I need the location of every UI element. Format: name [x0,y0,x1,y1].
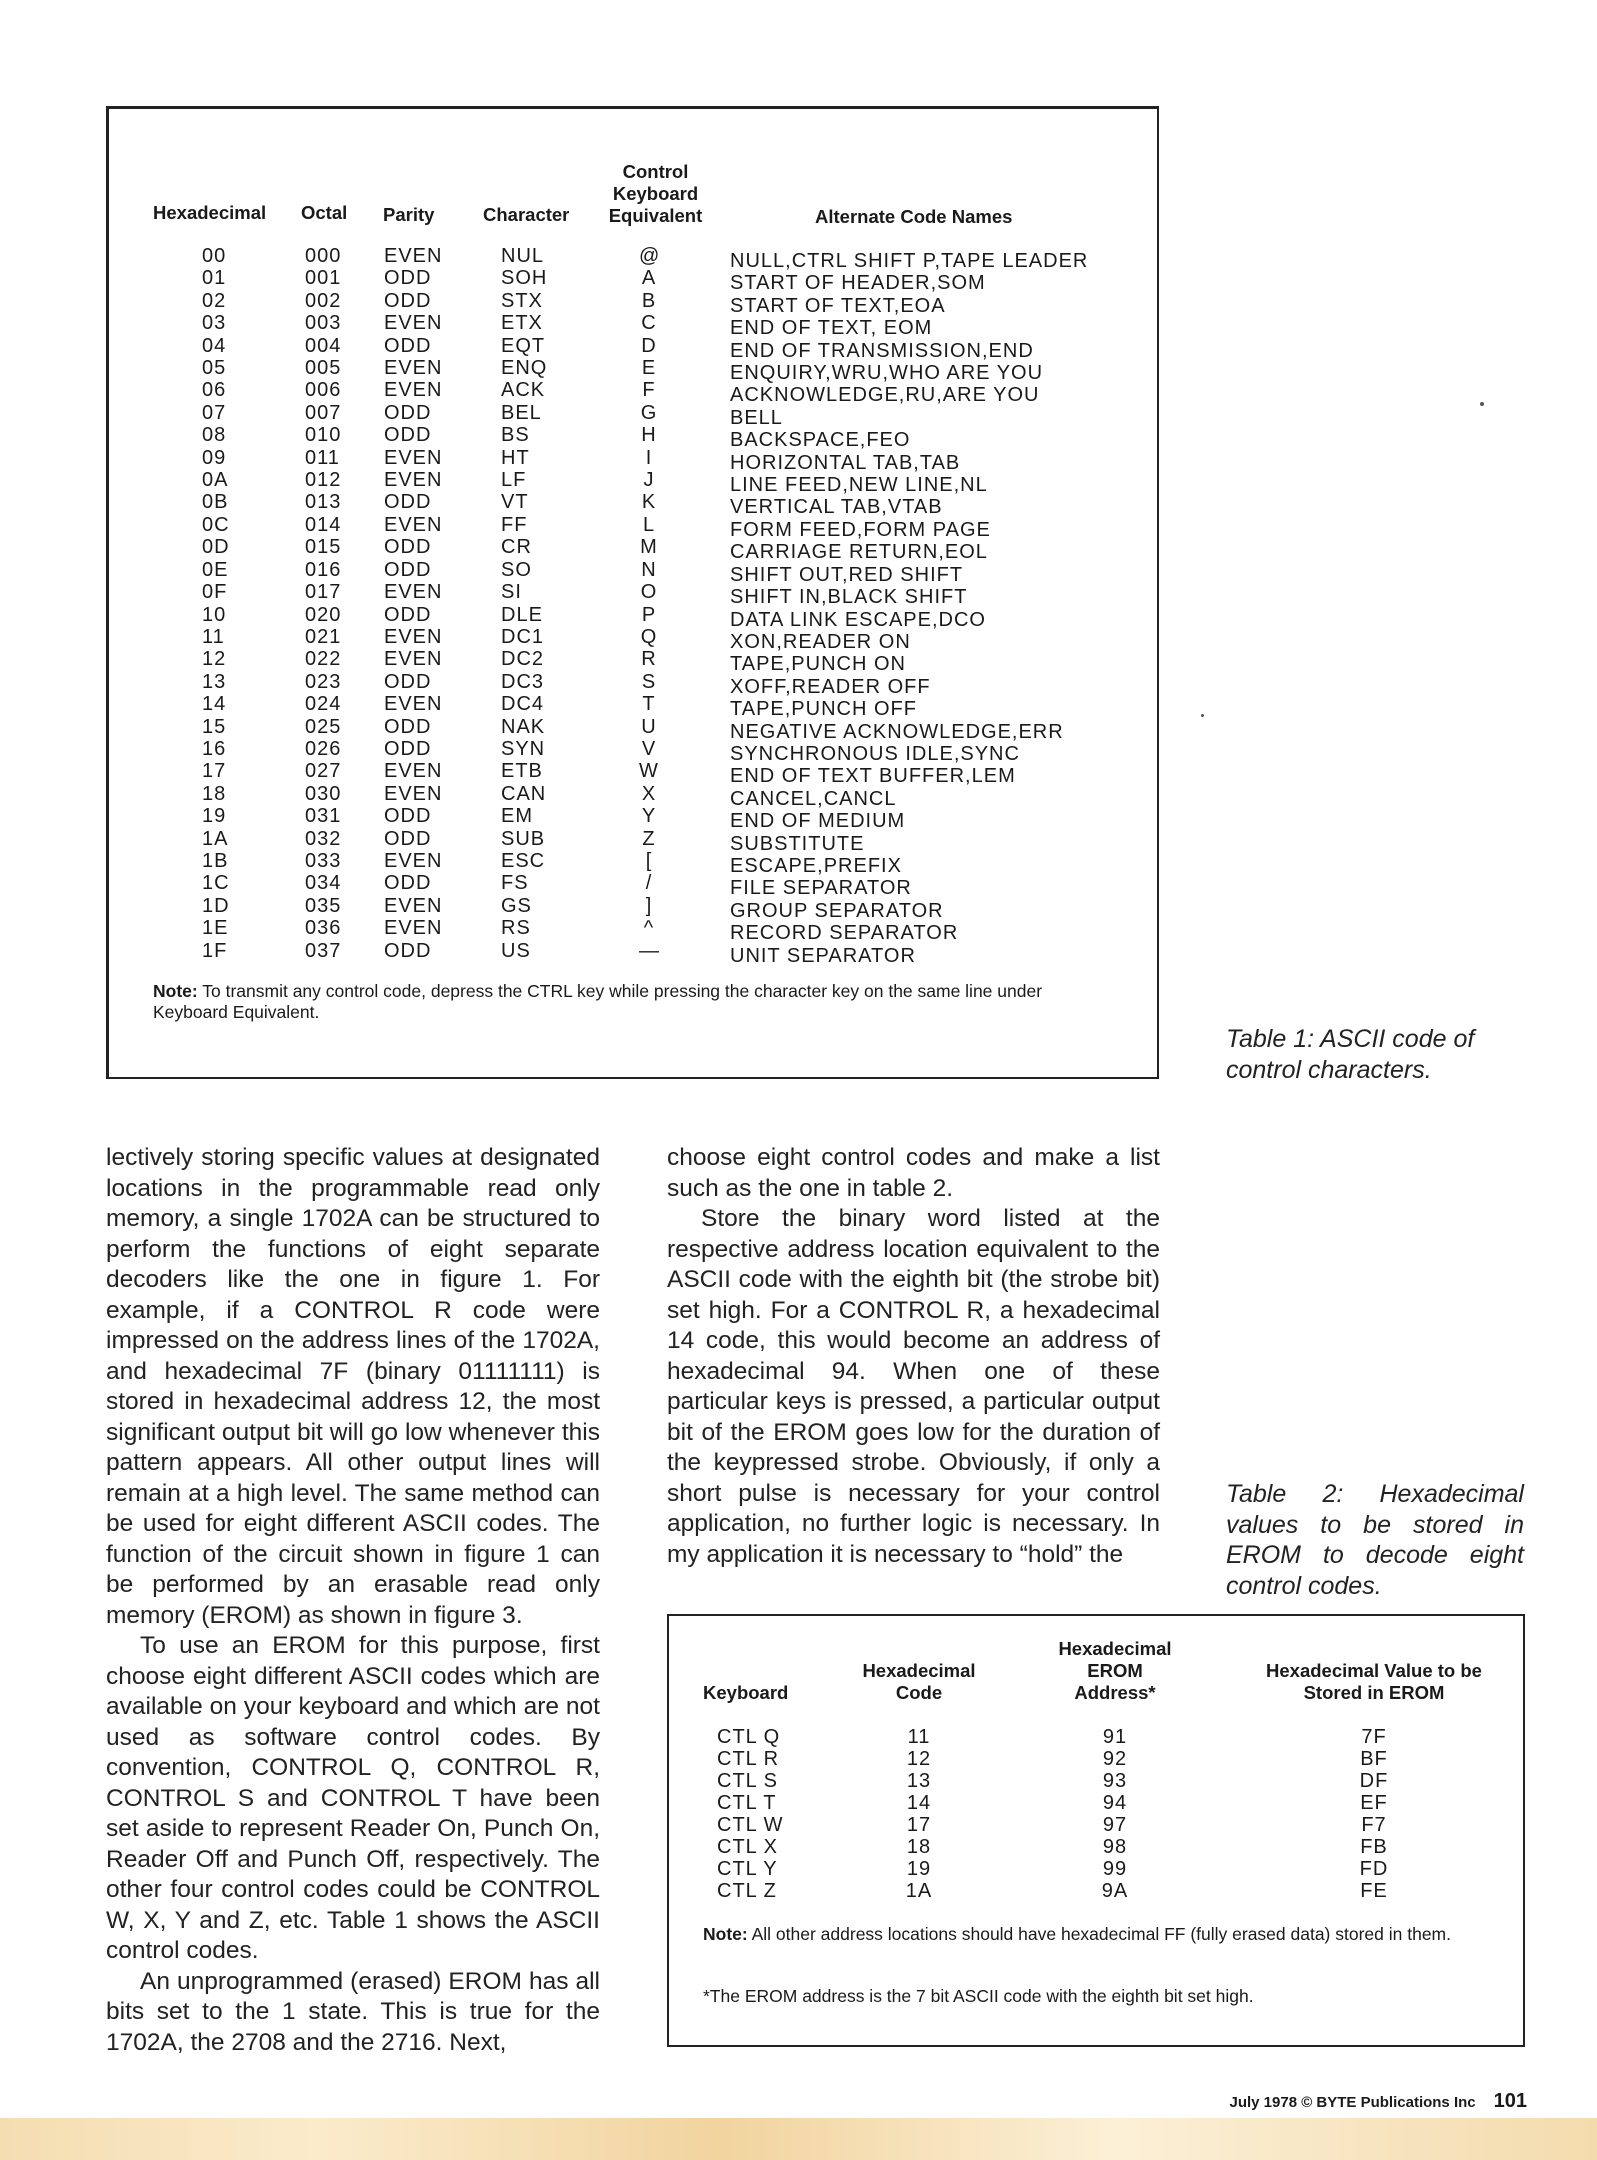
note-label: Note: [153,981,198,1001]
column-parity: EVEN ODD ODD EVEN ODD EVEN EVEN ODD ODD EVEN EVEN ODD EVEN ODD ODD EVEN ODD EVEN EVEN ODD EVEN ODD ODD EVEN EVEN ODD ODD EVEN ODD EVEN EVEN ODD [384,245,443,962]
header-value-to-store: Hexadecimal Value to be Stored in EROM [1266,1660,1482,1703]
paper-edge-stain [0,2118,1597,2160]
paragraph: Store the binary word listed at the respective address location equivalent to the ASCII code with the eighth bit (the strobe bit) set high. For a CONTROL R, a hexadecimal 14 code, this would become an address of hexadecimal 94. When one of these particular keys is pressed, a particular output bit of the EROM goes low for the duration of the keypressed strobe. Obviously, if only a short pulse is necessary for your control application, no further logic is necessary. In my application it is necessary to “hold” the [667,1205,1160,1568]
table-2 [667,1614,1525,2047]
header-hexadecimal-code: Hexadecimal Code [862,1660,976,1703]
table-1-caption: Table 1: ASCII code of control characters. [1226,1025,1475,1084]
column-hexadecimal-code: 11 12 13 14 17 18 19 1A [905,1726,933,1902]
column-character: NUL SOH STX ETX EQT ENQ ACK BEL BS HT LF VT FF CR SO SI DLE DC1 DC2 DC3 DC4 NAK SYN ETB CAN EM SUB ESC FS GS RS US [501,245,548,962]
table-2-caption [1226,1479,1524,1601]
column-hexadecimal: 00 01 02 03 04 05 06 07 08 09 0A 0B 0C 0D 0E 0F 10 11 12 13 14 15 16 17 18 19 1A 1B 1C 1D 1E 1F [202,245,230,962]
page-number: 101 [1493,2090,1527,2112]
table-2-caption-last-line: control codes. [1226,1571,1382,1600]
paragraph: An unprogrammed (erased) EROM has all bits set to the 1 state. This is true for the 1702A, the 2708 and the 2716. Next, [106,1967,600,2056]
page-footer [1229,2090,1527,2113]
header-parity: Parity [383,204,435,225]
header-erom-address: Hexadecimal EROM Address* [1058,1638,1172,1703]
column-octal: 000 001 002 003 004 005 006 007 010 011 012 013 014 015 016 017 020 021 022 023 024 025 026 027 030 031 032 033 034 035 036 037 [305,245,342,962]
header-alternate-code-names: Alternate Code Names [815,206,1013,227]
column-alternate-code-names: NULL,CTRL SHIFT P,TAPE LEADER START OF HEADER,SOM START OF TEXT,EOA END OF TEXT, EOM END OF TRANSMISSION,END ENQUIRY,WRU,WHO ARE YOU ACKNOWLEDGE,RU,ARE YOU BELL BACKSPACE,FEO HORIZONTAL TAB,TAB LINE FEED,NEW LINE,NL VERTICAL TAB,VTAB FORM FEED,FORM PAGE CARRIAGE RETURN,EOL SHIFT OUT,RED SHIFT SHIFT IN,BLACK SHIFT DATA LINK ESCAPE,DCO XON,READER ON TAPE,PUNCH ON XOFF,READER OFF TAPE,PUNCH OFF NEGATIVE ACKNOWLEDGE,ERR SYNCHRONOUS IDLE,SYNC END OF TEXT BUFFER,LEM CANCEL,CANCL END OF MEDIUM SUBSTITUTE ESCAPE,PREFIX FILE SEPARATOR GROUP SEPARATOR RECORD SEPARATOR UNIT SEPARATOR [730,250,1089,967]
paragraph: lectively storing specific values at designated locations in the programmable read only memory, a single 1702A can be structured to perform the functions of eight separate decoders like the one in figure 1. For example, if a CONTROL R code were impressed on the address lines of the 1702A, and hexadecimal 7F (binary 01111111) is stored in hexadecimal address 12, the most significant output bit will go low whenever this pattern appears. All other output lines will remain at a high level. The same method can be used for eight different ASCII codes. The function of the circuit shown in figure 1 can be performed by an erasable read only memory (EROM) as shown in figure 3. [106,1144,600,1629]
column-keyboard: CTL Q CTL R CTL S CTL T CTL W CTL X CTL Y CTL Z [717,1726,784,1902]
note-text: All other address locations should have hexadecimal FF (fully erased data) stored in them. [747,1924,1451,1944]
paragraph: choose eight control codes and make a list such as the one in table 2. [667,1144,1160,1202]
header-hexadecimal: Hexadecimal [153,202,267,223]
table-1-note [153,981,1073,1023]
speck [1480,402,1484,406]
column-erom-address: 91 92 93 94 97 98 99 9A [1101,1726,1129,1902]
table-1 [106,106,1159,1079]
header-keyboard: Keyboard [703,1682,789,1703]
speck [1201,714,1204,717]
header-character: Character [483,204,570,225]
header-control-keyboard: Control Keyboard Equivalent [608,161,703,226]
footer-credit: July 1978 © BYTE Publications Inc [1229,2094,1476,2111]
article-column-2 [667,1143,1160,1570]
table-2-caption-body: Table 2: Hexadecimal values to be stored in EROM to decode eight [1226,1480,1524,1569]
paragraph: To use an EROM for this purpose, first choose eight different ASCII codes which are available on your keyboard and which are not used as software control codes. By convention, CONTROL Q, CONTROL R, CONTROL S and CONTROL T have been set aside to represent Reader On, Punch On, Reader Off and Punch Off, respectively. The other four control codes could be CONTROL W, X, Y and Z, etc. Table 1 shows the ASCII control codes. [106,1632,600,1964]
column-keyboard-equivalent: @ A B C D E F G H I J K L M N O P Q R S T U V W X Y Z [ / ] ^ — [639,245,661,962]
table-2-note [703,1924,1493,1945]
header-octal: Octal [301,202,348,223]
note-text: To transmit any control code, depress the CTRL key while pressing the character key on the same line under Keyboard Equivalent. [153,981,1043,1022]
article-column-1 [106,1143,600,2058]
note-label: Note: [703,1924,748,1944]
column-value-to-store: 7F BF DF EF F7 FB FD FE [1359,1726,1389,1902]
table-2-footnote: *The EROM address is the 7 bit ASCII code with the eighth bit set high. [703,1986,1254,2006]
